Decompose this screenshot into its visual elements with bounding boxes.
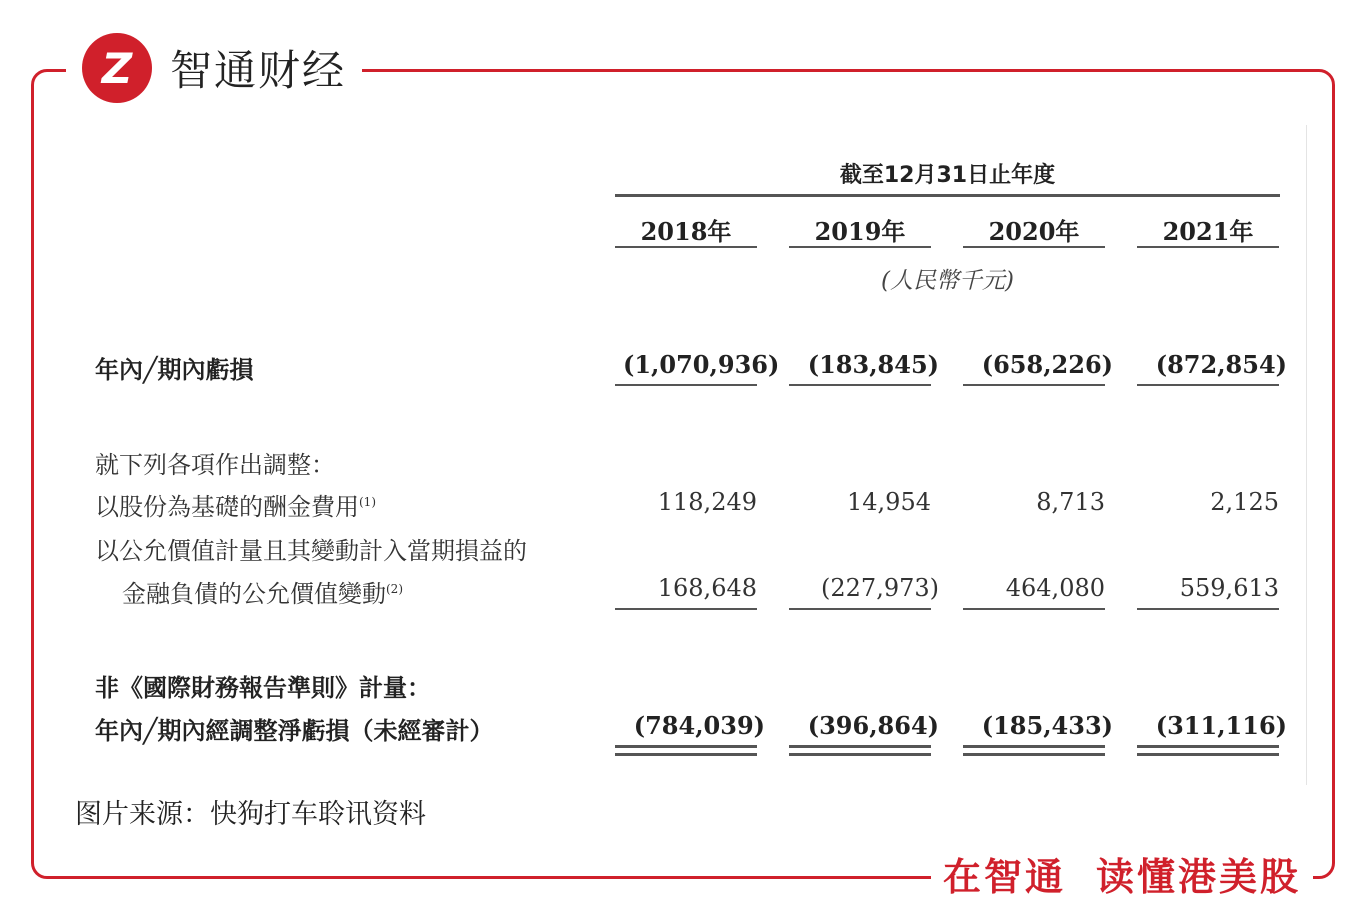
double-underline — [615, 745, 757, 748]
brand-name: 智通财经 — [170, 46, 347, 95]
table-cell: 464,080 — [1005, 574, 1105, 602]
table-cell: (227,973) — [821, 574, 939, 602]
double-underline — [963, 753, 1105, 756]
footnote-marker: (2) — [386, 582, 403, 596]
row-label-text: 金融負債的公允價值變動 — [122, 580, 386, 608]
row-underline — [615, 384, 757, 386]
row-label: 年內╱期內虧損 — [95, 356, 254, 384]
row-label — [95, 487, 376, 522]
table-header-title: 截至12月31日止年度 — [839, 163, 1056, 188]
double-underline — [963, 745, 1105, 748]
year-underline — [1137, 246, 1279, 248]
double-underline — [789, 745, 931, 748]
table-cell: 118,249 — [657, 488, 757, 516]
double-underline — [615, 753, 757, 756]
currency-unit: (人民幣千元) — [881, 268, 1014, 294]
brand-slogan — [931, 846, 1313, 901]
slogan-part1: 在智通 — [942, 855, 1066, 899]
row-label: 以公允價值計量且其變動計入當期損益的 — [95, 537, 527, 565]
table-cell: (311,116) — [1155, 711, 1287, 740]
divider — [1306, 125, 1307, 785]
row-underline — [789, 608, 931, 610]
table-cell: (784,039) — [633, 711, 765, 740]
year-underline — [963, 246, 1105, 248]
year-header: 2018年 — [640, 217, 732, 246]
table-cell: (1,070,936) — [623, 350, 780, 379]
row-underline — [1137, 608, 1279, 610]
year-underline — [789, 246, 931, 248]
table-cell: (872,854) — [1155, 350, 1287, 379]
year-header: 2020年 — [988, 217, 1080, 246]
row-underline — [789, 384, 931, 386]
year-header: 2021年 — [1162, 217, 1254, 246]
row-label: 年內╱期內經調整淨虧損（未經審計） — [95, 717, 494, 745]
table-cell: (396,864) — [807, 711, 939, 740]
table-cell: (185,433) — [981, 711, 1113, 740]
footnote-marker: (1) — [359, 495, 376, 509]
row-underline — [963, 384, 1105, 386]
table-cell: 2,125 — [1210, 488, 1279, 516]
table-cell: 14,954 — [847, 488, 931, 516]
table-cell: (658,226) — [981, 350, 1113, 379]
image-source-caption: 图片来源：快狗打车聆讯资料 — [75, 799, 426, 830]
double-underline — [1137, 753, 1279, 756]
double-underline — [1137, 745, 1279, 748]
brand-logo — [66, 18, 362, 118]
header-rule — [615, 194, 1280, 197]
table-cell: 559,613 — [1179, 574, 1279, 602]
row-label — [122, 574, 403, 609]
slogan-part2: 读懂港美股 — [1095, 855, 1301, 899]
row-underline — [1137, 384, 1279, 386]
year-header: 2019年 — [814, 217, 906, 246]
year-underline — [615, 246, 757, 248]
row-label-text: 以股份為基礎的酬金費用 — [95, 493, 359, 521]
logo-mark: Z — [101, 43, 133, 93]
table-cell: 8,713 — [1036, 488, 1105, 516]
logo-icon — [82, 33, 152, 103]
row-underline — [963, 608, 1105, 610]
row-underline — [615, 608, 757, 610]
table-cell: (183,845) — [807, 350, 939, 379]
double-underline — [789, 753, 931, 756]
table-cell: 168,648 — [657, 574, 757, 602]
row-label: 就下列各項作出調整： — [95, 451, 335, 479]
row-label: 非《國際財務報告準則》計量： — [95, 674, 431, 702]
